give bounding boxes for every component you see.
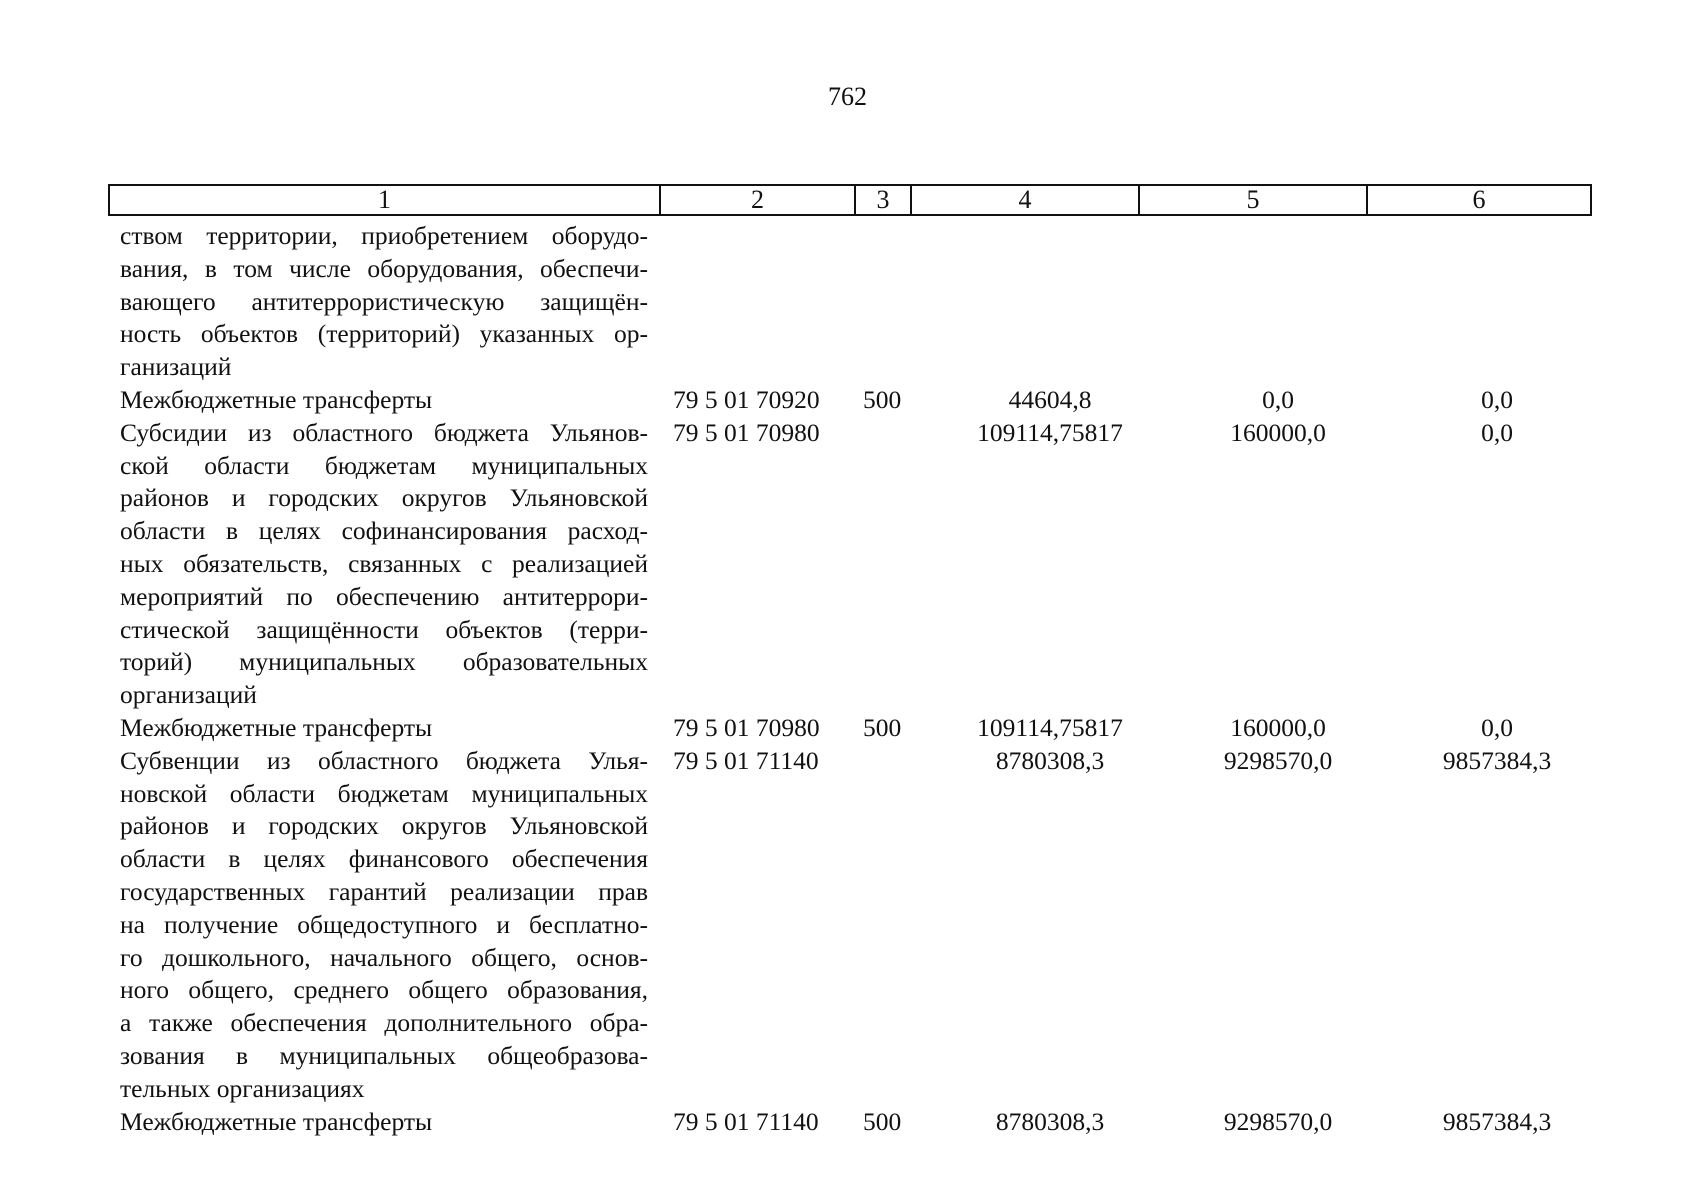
row-value-col6: 0,0	[1481, 417, 1513, 447]
row-value-col4: 44604,8	[1008, 384, 1092, 414]
row-value-col6: 9857384,3	[1442, 745, 1552, 775]
description-line: области в целях софинансирования расход-	[120, 516, 648, 546]
description-line: ных обязательств, связанных с реализацией	[120, 548, 648, 578]
row-description	[120, 220, 648, 384]
description-line: Межбюджетные трансферты	[120, 712, 433, 742]
description-line: новской области бюджетам муниципальных	[120, 778, 648, 808]
description-line: районов и городских округов Ульяновской	[120, 483, 648, 513]
description-line: ность объектов (территорий) указанных ор-	[120, 319, 648, 349]
row-expense-type: 500	[863, 384, 902, 414]
description-line: вающего антитеррористическую защищён-	[120, 286, 648, 316]
description-line: организаций	[120, 680, 257, 710]
description-line: торий) муниципальных образовательных	[120, 647, 648, 677]
description-line: стической защищённости объектов (терри-	[120, 614, 648, 644]
description-line: государственных гарантий реализации прав	[120, 876, 648, 906]
description-line: го дошкольного, начального общего, основ-	[120, 942, 648, 972]
description-line: зования в муниципальных общеобразова-	[120, 1040, 648, 1070]
table-row	[120, 712, 1592, 745]
row-code: 79 5 01 70920	[673, 384, 820, 414]
description-line: Субвенции из областного бюджета Улья-	[120, 745, 648, 775]
description-line: ганизаций	[120, 352, 232, 382]
description-line: области в целях финансового обеспечения	[120, 844, 648, 874]
table-row	[120, 1106, 1592, 1139]
description-line: Межбюджетные трансферты	[120, 384, 433, 414]
row-value-col5: 9298570,0	[1223, 1106, 1333, 1136]
row-description	[120, 1106, 648, 1139]
header-col-3: 3	[856, 186, 912, 214]
table-row	[120, 745, 1592, 1106]
row-value-col5: 9298570,0	[1223, 745, 1333, 775]
row-value-col6: 0,0	[1481, 384, 1513, 414]
row-expense-type: 500	[863, 1106, 902, 1136]
description-line: ного общего, среднего общего образования,	[120, 975, 648, 1005]
description-line: районов и городских округов Ульяновской	[120, 811, 648, 841]
description-line: а также обеспечения дополнительного обра-	[120, 1008, 648, 1038]
table-row	[120, 384, 1592, 417]
header-col-2: 2	[661, 186, 856, 214]
description-line: ством территории, приобретением оборудо-	[120, 221, 648, 250]
row-expense-type: 500	[863, 712, 902, 742]
row-value-col5: 0,0	[1262, 384, 1294, 414]
header-col-1: 1	[110, 186, 661, 214]
row-description	[120, 745, 648, 1106]
row-code: 79 5 01 70980	[673, 417, 820, 447]
row-value-col5: 160000,0	[1230, 417, 1326, 447]
table-header	[108, 184, 1592, 216]
header-col-5: 5	[1140, 186, 1368, 214]
description-line: ской области бюджетам муниципальных	[120, 450, 648, 480]
description-line: на получение общедоступного и бесплатно-	[120, 909, 648, 939]
row-code: 79 5 01 70980	[673, 712, 820, 742]
row-value-col4: 109114,75817	[977, 417, 1123, 447]
row-description	[120, 712, 648, 745]
row-value-col4: 8780308,3	[995, 745, 1105, 775]
row-value-col5: 160000,0	[1230, 712, 1326, 742]
description-line: мероприятий по обеспечению антитеррори-	[120, 581, 648, 611]
description-line: Межбюджетные трансферты	[120, 1106, 433, 1136]
table-body	[120, 220, 1592, 1138]
row-value-col6: 0,0	[1481, 712, 1513, 742]
description-line: Субсидии из областного бюджета Ульянов-	[120, 417, 648, 447]
row-description	[120, 417, 648, 712]
row-code: 79 5 01 71140	[673, 745, 819, 775]
description-line: тельных организациях	[120, 1073, 365, 1103]
row-code: 79 5 01 71140	[673, 1106, 819, 1136]
row-description	[120, 384, 648, 417]
header-col-4: 4	[912, 186, 1140, 214]
table-row	[120, 417, 1592, 712]
table-row	[120, 220, 1592, 384]
row-value-col4: 8780308,3	[995, 1106, 1105, 1136]
description-line: вания, в том числе оборудования, обеспечи-	[120, 253, 648, 283]
page-number: 762	[828, 82, 867, 111]
header-col-6: 6	[1472, 185, 1486, 214]
row-value-col6: 9857384,3	[1442, 1106, 1552, 1136]
row-value-col4: 109114,75817	[977, 712, 1123, 742]
